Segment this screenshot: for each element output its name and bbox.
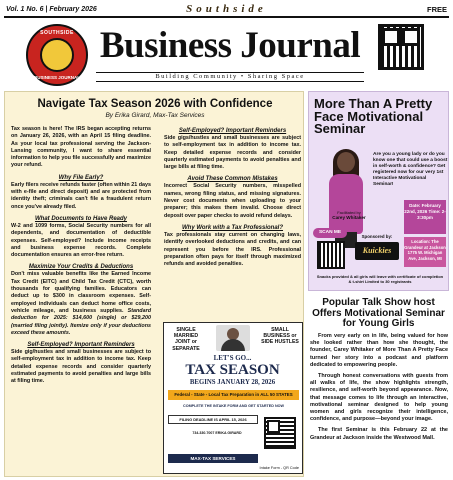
ad-filing-status: SINGLE MARRIED JOINT or SEPARATE — [172, 327, 200, 352]
paragraph-why-file-early: Early filers receive refunds faster (often within 21 days with e-file and direct deposit) and are protected from identity theft; criminals can't file a fraudulent return once you've already filed. — [11, 181, 151, 210]
article-intro: Tax season is here! The IRS began accepting returns on January 26, 2026, with an April 15 filing deadline. As your local tax professional serving the Jackson-Lansing community, I want to share essential information to help you file successfully and maximize your refund. — [11, 126, 151, 169]
ad-filing-deadline: FILING DEADLINE IS APRIL 15, 2026 — [168, 415, 258, 424]
talkshow-paragraph-1: From very early on in life, being valued for how she looked rather than how she thought, the founder, Carey Whitaker of More Than A Pretty Face turned her story into a podcast and platform dedicated to empowering people. — [310, 333, 448, 368]
seminar-perks-note: Snacks provided & all girls will leave with certificate of completion & t-shirt Limited to 30 registrants — [316, 274, 444, 284]
scan-me-button[interactable]: SCAN ME — [313, 228, 347, 238]
issue-volume: Vol. 1 No. 6 | February 2026 — [6, 6, 97, 13]
subhead-credits: Maximize Your Credits & Deductions — [28, 264, 134, 271]
tax-season-advertisement — [163, 322, 303, 474]
seal-center — [40, 38, 74, 72]
sponsored-by-label: Sponsored by: — [361, 234, 393, 239]
ad-preparer-photo — [216, 325, 250, 351]
facilitator-credit — [331, 210, 367, 220]
subhead-why-file-early: Why File Early? — [58, 174, 104, 181]
masthead-topbar — [0, 0, 453, 22]
masthead-kicker: Southside — [186, 3, 267, 15]
ad-lets-go: LET'S GO... — [213, 354, 252, 362]
ad-qr-caption: Intake Form - QR Code — [259, 466, 299, 470]
article-byline: By Erika Girard, Max-Tax Services — [105, 112, 205, 119]
subhead-mistakes: Avoid These Common Mistakes — [187, 176, 278, 183]
talkshow-paragraph-2: Through honest conversations with guests from all walks of life, the show highlights strength, resilience, and self-worth beyond appearance. Now, that message comes to life through an interactive, motivational seminar designed to help young women and girls recognize their intelligence, confidence, and purpose—beyond your image. — [310, 373, 448, 423]
seminar-qr-code-icon[interactable] — [317, 241, 345, 269]
tax-season-article — [4, 91, 304, 477]
facilitated-by-label: Facilitated by — [337, 210, 361, 215]
subhead-tax-professional: Why Work with a Tax Professional? — [181, 224, 284, 231]
seminar-location-box: Location: The Grandeur at Jackson 1775 W. Michigan Ave, Jackson, MI — [404, 237, 446, 267]
ad-small-business: SMALL BUSINESS or SIDE HUSTLES — [261, 327, 299, 346]
ad-begins-date: BEGINS JANUARY 28, 2026 — [189, 379, 276, 386]
masthead-qr-code-icon[interactable] — [378, 24, 424, 70]
ad-contact-info: 734.330.7007 ERIKA GIRARD — [192, 431, 242, 435]
ad-federal-state-banner: Federal - State - Local Tax Preparation in ALL 50 STATES — [168, 390, 299, 400]
masthead-title: Business Journal — [99, 25, 361, 66]
masthead-rule — [4, 16, 449, 18]
talkshow-paragraph-3: The first Seminar is this February 22 at the Grandeur at Jackson inside the Westwood Mall. — [310, 427, 448, 441]
masthead-tagline: Building Community • Sharing Space — [96, 72, 364, 82]
subhead-documents: What Documents to Have Ready — [34, 215, 128, 222]
article-column-left — [11, 126, 151, 391]
article-column-right — [164, 126, 301, 273]
subhead-self-employed-left: Self-Employed? Important Reminders — [27, 342, 135, 349]
intake-form-qr-code-icon[interactable] — [264, 417, 296, 449]
seal-text-top: SOUTHSIDE — [40, 30, 74, 36]
paragraph-documents: W-2 and 1099 forms, Social Security numbers for all dependents, and documentation of deductible expenses. Self-employed? Include income receipts and business expense records. Complete documentation ensures an error-free return. — [11, 222, 151, 259]
seminar-flyer-title: More Than A Pretty Face Motivational Seminar — [314, 96, 433, 136]
seminar-invitation: Are you a young lady or do you know one that could use a boost in self-worth & confidence? Get registered now for our very 1st Interactive Motivational Seminar! — [373, 152, 448, 187]
subhead-self-employed-right: Self-Employed? Important Reminders — [178, 128, 287, 134]
free-label: FREE — [426, 5, 447, 14]
article-headline: Navigate Tax Season 2026 with Confidence — [37, 98, 273, 110]
sponsor-logo: Kuickies — [355, 242, 399, 260]
paragraph-tax-professional: Tax professionals stay current on changing laws, identify overlooked deductions and credits, and can represent you before the IRS. Professional preparation often pays for itself through maximized refunds and avoided penalties. — [164, 231, 301, 268]
seminar-flyer — [308, 91, 449, 291]
credits-text: Don't miss valuable benefits like the Earned Income Tax Credit (EITC) and Child Tax Credit (CTC), worth thousands for qualifying families. Educators can deduct up to $300 in classroom expenses. Self-employed individuals can deduct home office costs, vehicle mileage, and business supplies. — [11, 271, 151, 314]
facilitator-name: Carey Whitaker — [332, 215, 366, 220]
paragraph-self-employed-left: Side gig/hustles and small businesses are subject to self-employment tax in addition to income tax. Keep detailed expense records and consider quarterly estimated payments to avoid penalties and large bills at filing time. — [11, 349, 151, 385]
standard-deduction-note: Standard deduction for 2025: $14,600 (single) or $29,200 (married filing jointly). Itemize only if your deductions exceed these amounts. — [11, 307, 151, 336]
talkshow-article — [310, 333, 448, 446]
seal-text-bottom: BUSINESS JOURNAL — [33, 75, 80, 80]
journal-seal-logo — [26, 24, 88, 86]
paragraph-credits — [11, 271, 151, 337]
talkshow-headline: Popular Talk Show host Offers Motivational Seminar for Young Girls — [312, 297, 445, 329]
paragraph-self-employed-right: Side gigs/hustles and small businesses are subject to self-employment tax in addition to income tax. Keep detailed expense records and consider quarterly estimated payments to avoid penalties and large bills at filing time. — [164, 135, 301, 171]
seminar-date-box: Date: February 22nd, 2026 Time: 2-3:30pm — [404, 200, 446, 234]
ad-service-name: MAX-TAX SERVICES — [168, 454, 258, 463]
ad-tax-season: TAX SEASON — [185, 362, 280, 378]
paragraph-mistakes: Incorrect Social Security numbers, misspelled names, wrong filing status, and missing signatures. Never cost documents when uploading to your preparer; this makes them invalid. Choose direct deposit over paper checks to avoid refund delays. — [164, 183, 301, 219]
ad-intake-callout: COMPLETE THE INTAKE FORM AND GET STARTED NOW — [183, 404, 284, 408]
